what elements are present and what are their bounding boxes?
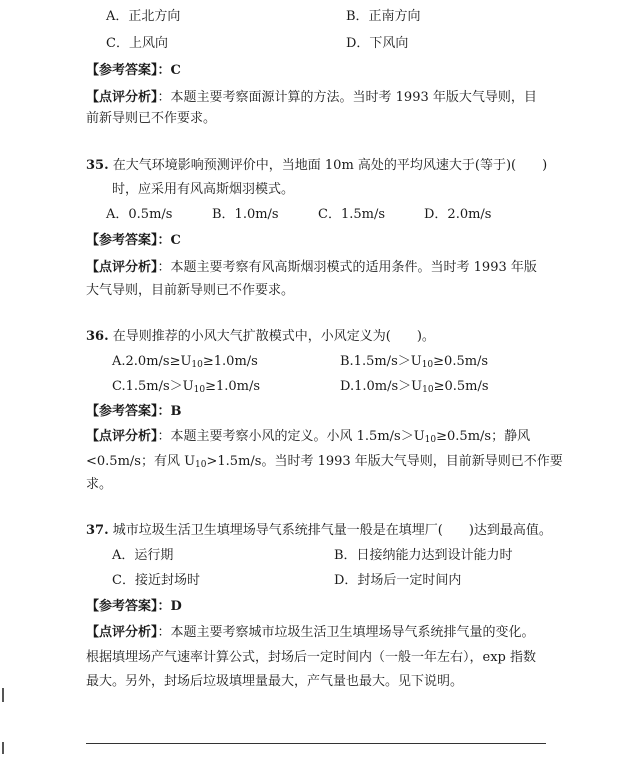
subscript: 10 bbox=[424, 435, 437, 445]
analysis-text: ：本题主要考察有风高斯烟羽模式的适用条件。当时考 1993 年版 bbox=[157, 260, 537, 275]
scan-edge-mark bbox=[2, 742, 4, 754]
option-text: ≥1.0m/s bbox=[205, 379, 261, 394]
answer-label: 【参考答案】 bbox=[86, 404, 158, 419]
footer-divider bbox=[86, 743, 546, 744]
q34-option-c: C．上风向 bbox=[106, 36, 168, 51]
analysis-text: >1.5m/s。当时考 1993 年版大气导则，目前新导则已不作要 bbox=[206, 454, 563, 469]
subscript: 10 bbox=[191, 360, 203, 370]
question-number: 35. bbox=[86, 158, 109, 173]
answer-label: 【参考答案】 bbox=[86, 599, 158, 614]
analysis-label: 【点评分析】 bbox=[86, 260, 158, 275]
analysis-label: 【点评分析】 bbox=[86, 429, 158, 444]
analysis-text: ：本题主要考察面源计算的方法。当时考 1993 年版大气导则，目 bbox=[157, 90, 537, 105]
q35-analysis-line-2: 大气导则，目前新导则已不作要求。 bbox=[86, 283, 295, 298]
q37-option-d: D．封场后一定时间内 bbox=[334, 573, 462, 588]
analysis-label: 【点评分析】 bbox=[86, 90, 158, 105]
answer-value: ：B bbox=[157, 404, 182, 419]
q34-option-b: B．正南方向 bbox=[346, 9, 421, 24]
answer-label: 【参考答案】 bbox=[86, 63, 158, 78]
question-stem: 城市垃圾生活卫生填埋场导气系统排气量一般是在填埋厂( )达到最高值。 bbox=[112, 523, 552, 538]
q35-option-d: D．2.0m/s bbox=[424, 207, 492, 222]
q36-analysis-line-3: 求。 bbox=[86, 477, 113, 492]
option-text: C.1.5m/s＞U bbox=[112, 379, 194, 394]
answer-value: ：C bbox=[157, 63, 181, 78]
q36-analysis-line-2 bbox=[86, 453, 563, 471]
q37-analysis-line-1 bbox=[86, 624, 535, 642]
subscript: 10 bbox=[421, 360, 434, 370]
q36-option-c bbox=[112, 378, 260, 396]
q36-option-b bbox=[340, 353, 488, 371]
q34-option-a: A．正北方向 bbox=[106, 9, 181, 24]
q34-option-d: D．下风向 bbox=[346, 36, 409, 51]
q36-option-a bbox=[112, 353, 258, 371]
answer-label: 【参考答案】 bbox=[86, 233, 158, 248]
analysis-text: ：本题主要考察城市垃圾生活卫生填埋场导气系统排气量的变化。 bbox=[157, 625, 535, 640]
q35-option-b: B．1.0m/s bbox=[212, 207, 279, 222]
option-text: B.1.5m/s＞U bbox=[340, 354, 422, 369]
question-stem: 在大气环境影响预测评价中，当地面 10m 高处的平均风速大于(等于)( ) bbox=[112, 158, 548, 173]
answer-value: ：D bbox=[157, 599, 182, 614]
answer-value: ：C bbox=[157, 233, 181, 248]
q36-option-d bbox=[340, 378, 489, 396]
analysis-text: ≥0.5m/s；静风 bbox=[436, 429, 531, 444]
option-text: ≥1.0m/s bbox=[202, 354, 258, 369]
question-number: 36. bbox=[86, 329, 109, 344]
scan-edge-mark bbox=[2, 688, 4, 702]
q36-analysis-line-1 bbox=[86, 428, 530, 446]
q37-analysis-line-2: 根据填埋场产气速率计算公式，封场后一定时间内（一般一年左右），exp 指数 bbox=[86, 650, 536, 665]
subscript: 10 bbox=[193, 385, 206, 395]
question-stem: 在导则推荐的小风大气扩散模式中，小风定义为( )。 bbox=[112, 329, 435, 344]
q35-answer bbox=[86, 232, 181, 250]
option-text: A.2.0m/s≥U bbox=[112, 354, 192, 369]
q37-stem bbox=[86, 522, 552, 540]
q34-analysis-line-2: 前新导则已不作要求。 bbox=[86, 111, 217, 126]
subscript: 10 bbox=[195, 460, 207, 470]
q37-answer bbox=[86, 598, 182, 616]
analysis-label: 【点评分析】 bbox=[86, 625, 158, 640]
q37-analysis-line-3: 最大。另外，封场后垃圾填埋量最大，产气量也最大。见下说明。 bbox=[86, 674, 464, 689]
q35-stem-line-1 bbox=[86, 157, 547, 175]
analysis-text: ：本题主要考察小风的定义。小风 1.5m/s＞U bbox=[157, 429, 425, 444]
q35-option-c: C．1.5m/s bbox=[318, 207, 385, 222]
analysis-text: <0.5m/s；有风 U bbox=[86, 454, 196, 469]
q35-option-a: A．0.5m/s bbox=[106, 207, 173, 222]
q37-option-a: A．运行期 bbox=[112, 548, 174, 563]
q35-analysis-line-1 bbox=[86, 259, 537, 277]
q36-stem bbox=[86, 328, 435, 346]
q34-answer bbox=[86, 62, 181, 80]
option-text: ≥0.5m/s bbox=[433, 379, 489, 394]
option-text: ≥0.5m/s bbox=[433, 354, 489, 369]
question-number: 37. bbox=[86, 523, 109, 538]
q36-answer bbox=[86, 403, 182, 421]
option-text: D.1.0m/s＞U bbox=[340, 379, 423, 394]
q34-analysis-line-1 bbox=[86, 89, 537, 107]
subscript: 10 bbox=[422, 385, 434, 395]
q35-stem-line-2: 时，应采用有风高斯烟羽模式。 bbox=[112, 182, 295, 197]
q37-option-b: B．日接纳能力达到设计能力时 bbox=[334, 548, 513, 563]
q37-option-c: C．接近封场时 bbox=[112, 573, 200, 588]
